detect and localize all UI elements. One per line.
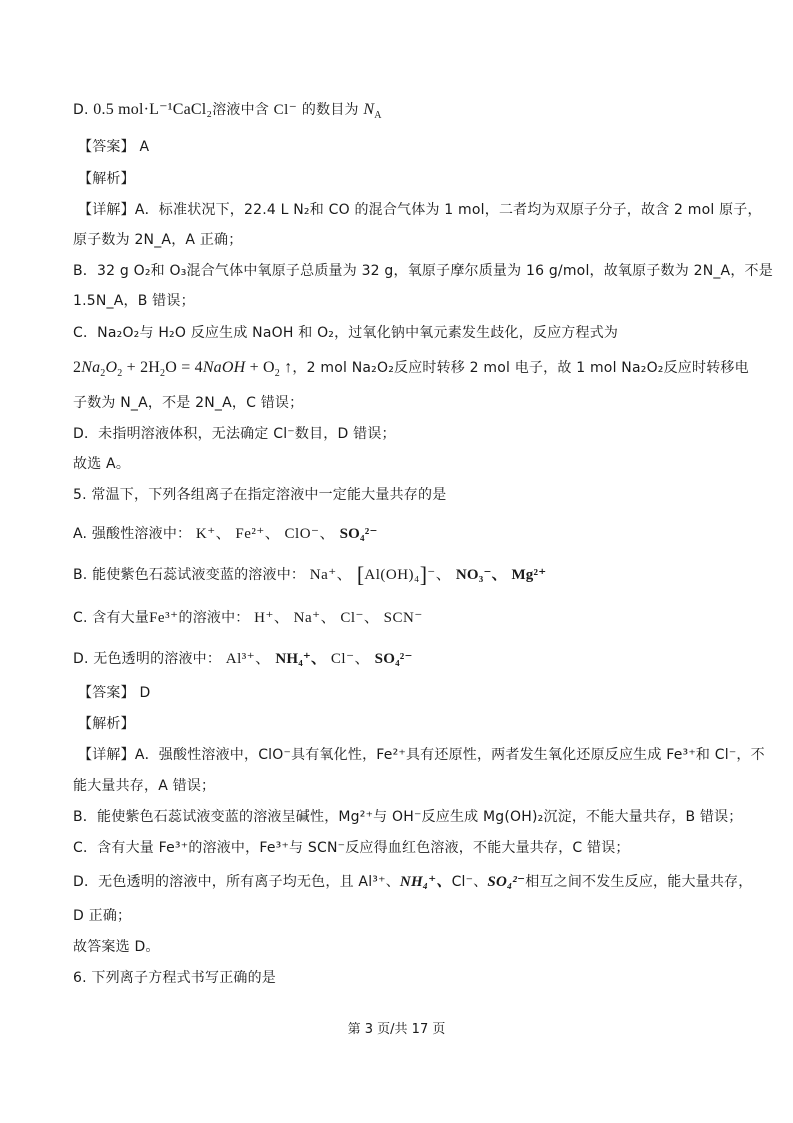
right-bracket: ] <box>419 562 428 587</box>
concentration-formula: 0.5 mol·L⁻¹CaCl₂ <box>93 101 213 118</box>
detail-1-line-9: 故选 A。 <box>73 456 131 472</box>
detail-1-line-7: 子数为 N_A，不是 2N_A，C 错误； <box>73 395 304 411</box>
answer-line-1 <box>78 137 733 157</box>
answer-tag: 【答案】 <box>78 139 135 155</box>
avogadro-symbol: N <box>363 101 375 118</box>
ammonium-ion: NH₄⁺、 <box>399 874 452 890</box>
aluminate-complex: Al(OH)₄ <box>364 567 420 583</box>
analysis-tag-1: 【解析】 <box>78 171 135 187</box>
chloride-ion: Cl⁻、 <box>330 651 370 667</box>
left-bracket: [ <box>356 562 365 587</box>
option-label: D. <box>73 102 89 118</box>
analysis-tag-2: 【解析】 <box>78 716 135 732</box>
ion-list: H⁺、 Na⁺、 Cl⁻、 SCN⁻ <box>254 610 423 626</box>
question-6-stem: 6. 下列离子方程式书写正确的是 <box>73 970 277 986</box>
detail-1-equation-line: $2Na_2O_2 + 2H_2O$ = 4NaOH + $O_2$ ↑，2 mol Na₂O₂反应时转移 2 mol 电子，故 1 mol Na₂O₂反应时转移电 <box>73 359 749 380</box>
aluminum-ion: Al³⁺、 <box>225 651 271 667</box>
detail-1-line-3: B．32 g O₂和 O₃混合气体中氧原子总质量为 32 g，氧原子摩尔质量为 16 g/mol，故氧原子数为 2N_A，不是 <box>73 263 773 279</box>
question-5-option-a: A. 强酸性溶液中： K⁺、 Fe²⁺、 ClO⁻、 SO₄²⁻ <box>73 526 378 542</box>
detail-2-line-5: D．无色透明的溶液中，所有离子均无色，且 Al³⁺、NH₄⁺、Cl⁻、SO₄²⁻相互之间不发生反应，能大量共存， <box>73 874 753 890</box>
option-text: 溶液中含 <box>212 102 270 118</box>
detail-2-line-4: C．含有大量 Fe³⁺的溶液中，Fe³⁺与 SCN⁻反应得血红色溶液，不能大量共存，C 错误； <box>73 840 630 856</box>
sulfate-ion: SO₄²⁻ <box>374 651 413 667</box>
iron-iii-ion: Fe³⁺ <box>149 610 179 626</box>
detail-tag: 【详解】 <box>78 747 135 763</box>
sulfate-ion: SO₄²⁻ <box>339 526 378 542</box>
detail-2-line-1: 【详解】A．强酸性溶液中，ClO⁻具有氧化性，Fe²⁺具有还原性，两者发生氧化还原反应生成 Fe³⁺和 Cl⁻，不 <box>78 747 765 763</box>
sodium-ion: Na⁺、 <box>309 567 353 583</box>
detail-2-line-7: 故答案选 D。 <box>73 939 160 955</box>
detail-1-line-2: 原子数为 2N_A，A 正确； <box>73 232 243 248</box>
magnesium-ion: Mg²⁺ <box>511 567 547 583</box>
page-footer: 第 3 页/共 17 页 <box>347 1022 446 1037</box>
detail-1-line-8: D．未指明溶液体积，无法确定 Cl⁻数目，D 错误； <box>73 426 396 442</box>
detail-2-line-6: D 正确； <box>73 908 132 924</box>
ion-list: K⁺、 Fe²⁺、 ClO⁻、 <box>195 526 335 542</box>
reaction-equation: $2Na_2O_2 + 2H_2O$ = 4NaOH + $O_2$ ↑ <box>73 359 293 380</box>
question-5-option-c: C. 含有大量Fe³⁺的溶液中： H⁺、 Na⁺、 Cl⁻、 SCN⁻ <box>73 610 423 626</box>
question-5-stem: 5. 常温下，下列各组离子在指定溶液中一定能大量共存的是 <box>73 487 447 503</box>
nitrate-ion: NO₃⁻、 <box>455 567 507 583</box>
detail-1-line-4: 1.5N_A，B 错误； <box>73 293 195 309</box>
detail-2-line-2: 能大量共存，A 错误； <box>73 778 216 794</box>
prev-question-option-d <box>73 100 733 120</box>
answer-tag: 【答案】 <box>78 685 135 701</box>
answer-value: A <box>139 139 150 155</box>
detail-1-line-1: 【详解】A．标准状况下，22.4 L N₂和 CO 的混合气体为 1 mol，二者均为双原子分子，故含 2 mol 原子， <box>78 202 762 218</box>
option-text: 的数目为 <box>301 102 359 118</box>
avogadro-subscript: A <box>374 109 382 121</box>
answer-value: D <box>139 685 151 701</box>
detail-2-line-3: B．能使紫色石蕊试液变蓝的溶液呈碱性，Mg²⁺与 OH⁻反应生成 Mg(OH)₂沉淀，不能大量共存，B 错误； <box>73 809 743 825</box>
detail-tag: 【详解】 <box>78 202 135 218</box>
ammonium-ion: NH₄⁺、 <box>275 651 327 667</box>
sulfate-ion: SO₄²⁻ <box>487 874 526 890</box>
detail-1-line-5: C．Na₂O₂与 H₂O 反应生成 NaOH 和 O₂，过氧化钠中氧元素发生歧化，反应方程式为 <box>73 325 619 341</box>
question-5-option-b: B. 能使紫色石蕊试液变蓝的溶液中： Na⁺、 [Al(OH)₄]⁻、 NO₃⁻、 Mg²⁺ <box>73 562 547 587</box>
question-5-option-d: D. 无色透明的溶液中： Al³⁺、 NH₄⁺、 Cl⁻、 SO₄²⁻ <box>73 651 413 667</box>
answer-line-2 <box>78 683 733 703</box>
chloride-ion: Cl⁻ <box>273 102 298 118</box>
